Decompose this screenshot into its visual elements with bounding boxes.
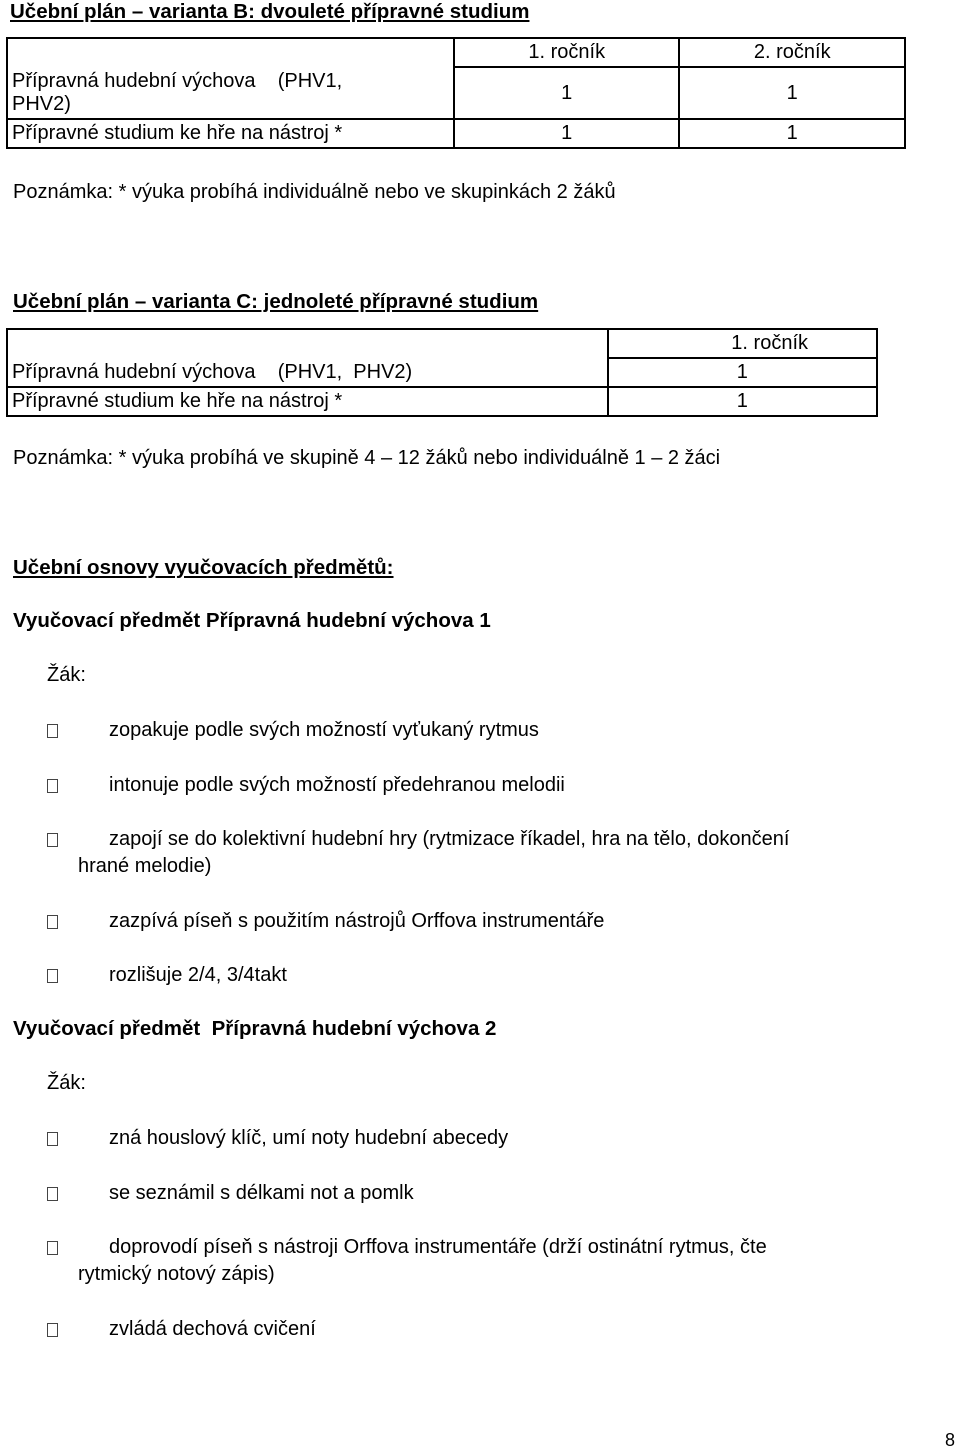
plan-b-row1-value2: 1: [679, 67, 905, 119]
list-item-text: zapojí se do kolektivní hudební hry (rytmizace říkadel, hra na tělo, dokončení: [109, 828, 790, 850]
list-item: [0, 826, 960, 882]
osnovy-title: Učební osnovy vyučovacích předmětů:: [13, 556, 394, 579]
plan-b-row1-label-line1: Přípravná hudební výchova (PHV1,: [12, 69, 343, 92]
list-item-text: zazpívá píseň s použitím nástrojů Orffova instrumentáře: [109, 910, 605, 932]
plan-c-row1-label: Přípravná hudební výchova (PHV1, PHV2): [7, 358, 608, 387]
plan-b-header-1: 1. ročník: [454, 38, 680, 67]
list-item-text: zopakuje podle svých možností vyťukaný rytmus: [109, 719, 539, 741]
list-item-text: intonuje podle svých možností předehranou melodii: [109, 774, 565, 796]
plan-c-corner: [7, 329, 608, 358]
subject1-student-label: Žák:: [47, 664, 86, 686]
plan-c-row2-label: Přípravné studium ke hře na nástroj *: [7, 387, 608, 416]
list-item-text: rozlišuje 2/4, 3/4takt: [109, 964, 287, 986]
plan-c-header: 1. ročník: [608, 329, 877, 358]
bullet-icon: [47, 833, 58, 847]
plan-b-row-label: [7, 67, 454, 119]
plan-b-row2-value1: 1: [454, 119, 680, 148]
bullet-icon: [47, 1323, 58, 1337]
plan-b-header-2: 2. ročník: [679, 38, 905, 67]
plan-c-row1-value: 1: [608, 358, 877, 387]
list-item: [0, 1234, 960, 1290]
plan-b-row1-value1: 1: [454, 67, 680, 119]
plan-c-table: [6, 328, 878, 417]
plan-b-table: [6, 37, 906, 149]
subject2-student-label: Žák:: [47, 1072, 86, 1094]
plan-c-row2-value: 1: [608, 387, 877, 416]
plan-b-title: Učební plán – varianta B: dvouleté přípravné studium: [10, 0, 530, 23]
plan-b-note: Poznámka: * výuka probíhá individuálně nebo ve skupinkách 2 žáků: [13, 181, 616, 203]
subject1-title: Vyučovací předmět Přípravná hudební výchova 1: [13, 609, 491, 632]
bullet-icon: [47, 1187, 58, 1201]
page-number: 8: [944, 1430, 955, 1450]
plan-b-row2-value2: 1: [679, 119, 905, 148]
bullet-icon: [47, 724, 58, 738]
subject2-title: Vyučovací předmět Přípravná hudební výchova 2: [13, 1017, 497, 1040]
plan-c-note: Poznámka: * výuka probíhá ve skupině 4 – 12 žáků nebo individuálně 1 – 2 žáci: [13, 447, 721, 469]
bullet-icon: [47, 969, 58, 983]
bullet-icon: [47, 1241, 58, 1255]
plan-b-row2-label: Přípravné studium ke hře na nástroj *: [7, 119, 454, 148]
plan-b-row1-label-line2: PHV2): [12, 92, 71, 115]
list-item-text-continued: hrané melodie): [78, 855, 212, 877]
list-item-text: se seznámil s délkami not a pomlk: [109, 1182, 414, 1204]
plan-c-title: Učební plán – varianta C: jednoleté přípravné studium: [13, 290, 539, 313]
list-item-text: zná houslový klíč, umí noty hudební abecedy: [109, 1127, 509, 1149]
list-item-text-continued: rytmický notový zápis): [78, 1263, 275, 1285]
list-item-text: zvládá dechová cvičení: [109, 1318, 316, 1340]
bullet-icon: [47, 779, 58, 793]
bullet-icon: [47, 1132, 58, 1146]
bullet-icon: [47, 915, 58, 929]
plan-b-corner: [7, 38, 454, 67]
list-item-text: doprovodí píseň s nástroji Orffova instrumentáře (drží ostinátní rytmus, čte: [109, 1236, 767, 1258]
